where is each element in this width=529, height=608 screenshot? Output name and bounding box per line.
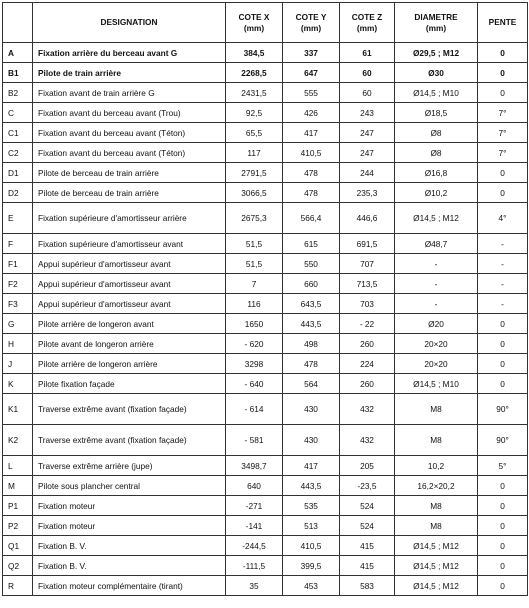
cell-designation: Pilote de berceau de train arrière bbox=[33, 183, 226, 203]
header-designation: DESIGNATION bbox=[33, 3, 226, 43]
cell-cote-z: 432 bbox=[340, 394, 395, 425]
cell-cote-z: 247 bbox=[340, 143, 395, 163]
cell-designation: Fixation avant de train arrière G bbox=[33, 83, 226, 103]
header-cote-x: COTE X (mm) bbox=[226, 3, 283, 43]
cell-pente: 0 bbox=[478, 314, 528, 334]
cell-pente: 5° bbox=[478, 456, 528, 476]
cell-cote-y: 410,5 bbox=[283, 536, 340, 556]
cell-cote-y: 643,5 bbox=[283, 294, 340, 314]
cell-cote-x: -244,5 bbox=[226, 536, 283, 556]
cell-pente: 90° bbox=[478, 394, 528, 425]
document-page bbox=[2, 2, 528, 596]
cell-designation: Fixation moteur bbox=[33, 496, 226, 516]
cell-cote-z: 707 bbox=[340, 254, 395, 274]
cell-cote-x: 3498,7 bbox=[226, 456, 283, 476]
cell-id: C1 bbox=[3, 123, 33, 143]
cell-cote-x: -141 bbox=[226, 516, 283, 536]
cell-pente: 0 bbox=[478, 63, 528, 83]
cell-diametre: Ø14,5 ; M12 bbox=[395, 576, 478, 596]
cell-id: Q2 bbox=[3, 556, 33, 576]
cell-cote-z: 583 bbox=[340, 576, 395, 596]
cell-cote-x: - 614 bbox=[226, 394, 283, 425]
cell-diametre: M8 bbox=[395, 496, 478, 516]
cell-cote-y: 550 bbox=[283, 254, 340, 274]
cell-id: F3 bbox=[3, 294, 33, 314]
cell-pente: 0 bbox=[478, 43, 528, 63]
cell-designation: Traverse extrême avant (fixation façade) bbox=[33, 425, 226, 456]
cell-cote-y: 660 bbox=[283, 274, 340, 294]
cell-pente: - bbox=[478, 254, 528, 274]
cell-id: B2 bbox=[3, 83, 33, 103]
table-row bbox=[3, 183, 528, 203]
cell-designation: Appui supérieur d'amortisseur avant bbox=[33, 294, 226, 314]
cell-id: C bbox=[3, 103, 33, 123]
cell-pente: 0 bbox=[478, 576, 528, 596]
cell-cote-y: 453 bbox=[283, 576, 340, 596]
cell-designation: Pilote arrière de longeron avant bbox=[33, 314, 226, 334]
cell-cote-x: 2791,5 bbox=[226, 163, 283, 183]
cell-diametre: Ø30 bbox=[395, 63, 478, 83]
cell-diametre: Ø20 bbox=[395, 314, 478, 334]
cell-diametre: Ø8 bbox=[395, 143, 478, 163]
cell-designation: Pilote de train arrière bbox=[33, 63, 226, 83]
cell-cote-y: 615 bbox=[283, 234, 340, 254]
cell-diametre: 16,2×20,2 bbox=[395, 476, 478, 496]
table-row bbox=[3, 203, 528, 234]
cell-designation: Traverse extrême avant (fixation façade) bbox=[33, 394, 226, 425]
cell-cote-z: 703 bbox=[340, 294, 395, 314]
cell-cote-z: 243 bbox=[340, 103, 395, 123]
table-row bbox=[3, 354, 528, 374]
cell-designation: Fixation supérieure d'amortisseur avant bbox=[33, 234, 226, 254]
cell-id: C2 bbox=[3, 143, 33, 163]
cell-cote-z: 60 bbox=[340, 63, 395, 83]
table-row bbox=[3, 314, 528, 334]
cell-cote-z: 244 bbox=[340, 163, 395, 183]
cell-diametre: Ø14,5 ; M12 bbox=[395, 556, 478, 576]
cell-cote-y: 478 bbox=[283, 163, 340, 183]
table-row bbox=[3, 476, 528, 496]
header-row bbox=[3, 3, 528, 43]
cell-diametre: Ø14,5 ; M12 bbox=[395, 536, 478, 556]
table-row bbox=[3, 536, 528, 556]
cell-id: G bbox=[3, 314, 33, 334]
cell-pente: 7° bbox=[478, 123, 528, 143]
cell-id: R bbox=[3, 576, 33, 596]
cell-diametre: Ø29,5 ; M12 bbox=[395, 43, 478, 63]
cell-diametre: Ø14,5 ; M10 bbox=[395, 83, 478, 103]
cell-diametre: 20×20 bbox=[395, 334, 478, 354]
cell-cote-z: -23,5 bbox=[340, 476, 395, 496]
table-row bbox=[3, 425, 528, 456]
header-cote-y: COTE Y (mm) bbox=[283, 3, 340, 43]
cell-cote-y: 417 bbox=[283, 456, 340, 476]
cell-id: F bbox=[3, 234, 33, 254]
table-row bbox=[3, 163, 528, 183]
cell-id: J bbox=[3, 354, 33, 374]
cell-designation: Fixation avant du berceau avant (Téton) bbox=[33, 143, 226, 163]
cell-designation: Fixation supérieure d'amortisseur arrière bbox=[33, 203, 226, 234]
cell-cote-x: -111,5 bbox=[226, 556, 283, 576]
cell-cote-x: 65,5 bbox=[226, 123, 283, 143]
table-row bbox=[3, 374, 528, 394]
cell-id: P1 bbox=[3, 496, 33, 516]
cell-cote-x: 117 bbox=[226, 143, 283, 163]
cell-pente: - bbox=[478, 294, 528, 314]
cell-pente: 0 bbox=[478, 334, 528, 354]
cell-pente: 90° bbox=[478, 425, 528, 456]
cell-cote-x: 384,5 bbox=[226, 43, 283, 63]
cell-cote-x: -271 bbox=[226, 496, 283, 516]
cell-cote-z: 235,3 bbox=[340, 183, 395, 203]
cell-pente: 0 bbox=[478, 374, 528, 394]
cell-id: L bbox=[3, 456, 33, 476]
cell-cote-x: 1650 bbox=[226, 314, 283, 334]
cell-id: H bbox=[3, 334, 33, 354]
cell-cote-y: 535 bbox=[283, 496, 340, 516]
cell-cote-y: 564 bbox=[283, 374, 340, 394]
cell-cote-y: 478 bbox=[283, 183, 340, 203]
table-row bbox=[3, 234, 528, 254]
coordinates-table bbox=[2, 2, 528, 596]
cell-cote-x: 51,5 bbox=[226, 234, 283, 254]
cell-diametre: M8 bbox=[395, 394, 478, 425]
cell-cote-x: 2431,5 bbox=[226, 83, 283, 103]
cell-diametre: - bbox=[395, 274, 478, 294]
cell-cote-z: 61 bbox=[340, 43, 395, 63]
table-row bbox=[3, 83, 528, 103]
cell-cote-x: 92,5 bbox=[226, 103, 283, 123]
cell-designation: Fixation B. V. bbox=[33, 536, 226, 556]
cell-cote-x: - 581 bbox=[226, 425, 283, 456]
cell-cote-x: 51,5 bbox=[226, 254, 283, 274]
table-row bbox=[3, 294, 528, 314]
cell-id: K2 bbox=[3, 425, 33, 456]
cell-diametre: 20×20 bbox=[395, 354, 478, 374]
cell-cote-y: 417 bbox=[283, 123, 340, 143]
cell-cote-z: 260 bbox=[340, 374, 395, 394]
header-cote-z: COTE Z (mm) bbox=[340, 3, 395, 43]
cell-id: K1 bbox=[3, 394, 33, 425]
cell-pente: 0 bbox=[478, 83, 528, 103]
cell-diametre: - bbox=[395, 294, 478, 314]
cell-pente: - bbox=[478, 274, 528, 294]
cell-id: D2 bbox=[3, 183, 33, 203]
cell-designation: Pilote avant de longeron arrière bbox=[33, 334, 226, 354]
cell-designation: Fixation avant du berceau avant (Téton) bbox=[33, 123, 226, 143]
cell-cote-y: 430 bbox=[283, 394, 340, 425]
cell-designation: Fixation B. V. bbox=[33, 556, 226, 576]
cell-cote-y: 410,5 bbox=[283, 143, 340, 163]
cell-cote-y: 443,5 bbox=[283, 476, 340, 496]
cell-cote-x: 35 bbox=[226, 576, 283, 596]
cell-diametre: 10,2 bbox=[395, 456, 478, 476]
cell-id: E bbox=[3, 203, 33, 234]
cell-id: P2 bbox=[3, 516, 33, 536]
cell-cote-x: 3066,5 bbox=[226, 183, 283, 203]
cell-diametre: - bbox=[395, 254, 478, 274]
cell-designation: Pilote arrière de longeron arrière bbox=[33, 354, 226, 374]
cell-cote-z: 713,5 bbox=[340, 274, 395, 294]
table-row bbox=[3, 576, 528, 596]
table-row bbox=[3, 254, 528, 274]
cell-cote-z: 415 bbox=[340, 536, 395, 556]
cell-cote-y: 647 bbox=[283, 63, 340, 83]
table-row bbox=[3, 274, 528, 294]
cell-pente: 0 bbox=[478, 163, 528, 183]
cell-cote-x: 3298 bbox=[226, 354, 283, 374]
cell-diametre: Ø10,2 bbox=[395, 183, 478, 203]
table-row bbox=[3, 103, 528, 123]
cell-cote-y: 566,4 bbox=[283, 203, 340, 234]
cell-pente: 0 bbox=[478, 354, 528, 374]
cell-pente: 0 bbox=[478, 556, 528, 576]
cell-diametre: Ø16,8 bbox=[395, 163, 478, 183]
table-row bbox=[3, 496, 528, 516]
cell-id: K bbox=[3, 374, 33, 394]
cell-cote-x: - 640 bbox=[226, 374, 283, 394]
cell-cote-z: 260 bbox=[340, 334, 395, 354]
cell-id: B1 bbox=[3, 63, 33, 83]
table-row bbox=[3, 63, 528, 83]
cell-cote-x: 116 bbox=[226, 294, 283, 314]
header-diametre: DIAMETRE (mm) bbox=[395, 3, 478, 43]
cell-designation: Pilote sous plancher central bbox=[33, 476, 226, 496]
cell-cote-y: 513 bbox=[283, 516, 340, 536]
cell-designation: Appui supérieur d'amortisseur avant bbox=[33, 274, 226, 294]
cell-id: M bbox=[3, 476, 33, 496]
table-row bbox=[3, 123, 528, 143]
cell-designation: Fixation moteur bbox=[33, 516, 226, 536]
cell-cote-y: 498 bbox=[283, 334, 340, 354]
cell-pente: 7° bbox=[478, 143, 528, 163]
cell-pente: 0 bbox=[478, 496, 528, 516]
cell-pente: 0 bbox=[478, 536, 528, 556]
cell-id: F2 bbox=[3, 274, 33, 294]
cell-pente: - bbox=[478, 234, 528, 254]
cell-cote-x: 2268,5 bbox=[226, 63, 283, 83]
cell-diametre: M8 bbox=[395, 516, 478, 536]
cell-designation: Appui supérieur d'amortisseur avant bbox=[33, 254, 226, 274]
table-row bbox=[3, 556, 528, 576]
table-row bbox=[3, 456, 528, 476]
cell-diametre: Ø18,5 bbox=[395, 103, 478, 123]
cell-cote-y: 426 bbox=[283, 103, 340, 123]
cell-designation: Fixation avant du berceau avant (Trou) bbox=[33, 103, 226, 123]
cell-diametre: M8 bbox=[395, 425, 478, 456]
cell-cote-y: 443,5 bbox=[283, 314, 340, 334]
cell-cote-z: 691,5 bbox=[340, 234, 395, 254]
cell-cote-y: 478 bbox=[283, 354, 340, 374]
cell-pente: 0 bbox=[478, 476, 528, 496]
cell-id: F1 bbox=[3, 254, 33, 274]
table-row bbox=[3, 143, 528, 163]
cell-cote-z: 446,6 bbox=[340, 203, 395, 234]
cell-cote-z: 224 bbox=[340, 354, 395, 374]
cell-pente: 0 bbox=[478, 516, 528, 536]
cell-cote-y: 430 bbox=[283, 425, 340, 456]
table-row bbox=[3, 394, 528, 425]
cell-diametre: Ø8 bbox=[395, 123, 478, 143]
cell-designation: Pilote de berceau de train arrière bbox=[33, 163, 226, 183]
table-row bbox=[3, 334, 528, 354]
cell-cote-x: 640 bbox=[226, 476, 283, 496]
cell-diametre: Ø14,5 ; M12 bbox=[395, 203, 478, 234]
cell-id: D1 bbox=[3, 163, 33, 183]
cell-id: Q1 bbox=[3, 536, 33, 556]
cell-pente: 4° bbox=[478, 203, 528, 234]
cell-cote-z: 524 bbox=[340, 516, 395, 536]
cell-diametre: Ø48,7 bbox=[395, 234, 478, 254]
cell-cote-z: 432 bbox=[340, 425, 395, 456]
table-row bbox=[3, 516, 528, 536]
header-pente: PENTE bbox=[478, 3, 528, 43]
cell-designation: Fixation moteur complémentaire (tirant) bbox=[33, 576, 226, 596]
cell-cote-z: 60 bbox=[340, 83, 395, 103]
cell-cote-x: 2675,3 bbox=[226, 203, 283, 234]
cell-diametre: Ø14,5 ; M10 bbox=[395, 374, 478, 394]
cell-cote-x: - 620 bbox=[226, 334, 283, 354]
cell-cote-z: 205 bbox=[340, 456, 395, 476]
cell-cote-z: 247 bbox=[340, 123, 395, 143]
header-id bbox=[3, 3, 33, 43]
cell-designation: Fixation arrière du berceau avant G bbox=[33, 43, 226, 63]
cell-designation: Pilote fixation façade bbox=[33, 374, 226, 394]
cell-pente: 0 bbox=[478, 183, 528, 203]
cell-cote-z: 415 bbox=[340, 556, 395, 576]
cell-cote-y: 399,5 bbox=[283, 556, 340, 576]
cell-designation: Traverse extrême arrière (jupe) bbox=[33, 456, 226, 476]
cell-cote-y: 337 bbox=[283, 43, 340, 63]
cell-cote-x: 7 bbox=[226, 274, 283, 294]
cell-pente: 7° bbox=[478, 103, 528, 123]
table-row bbox=[3, 43, 528, 63]
cell-id: A bbox=[3, 43, 33, 63]
cell-cote-y: 555 bbox=[283, 83, 340, 103]
cell-cote-z: 524 bbox=[340, 496, 395, 516]
cell-cote-z: - 22 bbox=[340, 314, 395, 334]
